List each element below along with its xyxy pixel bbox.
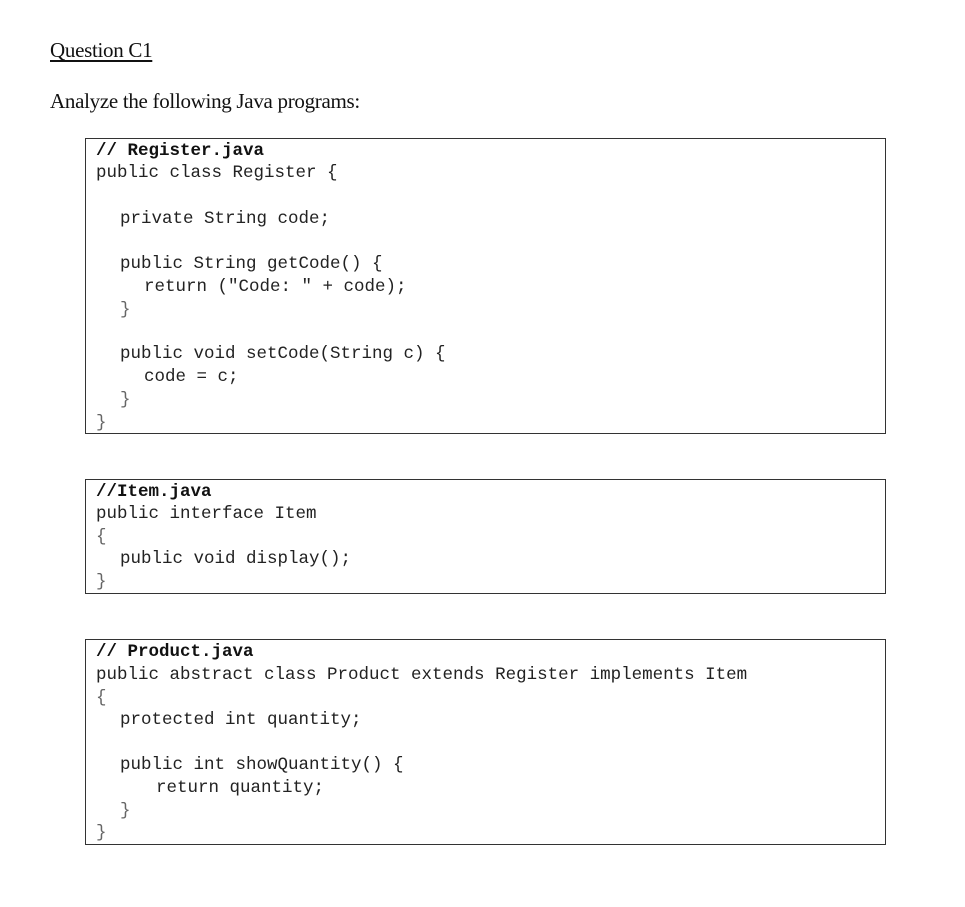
code-line: public abstract class Product extends Register implements Item [96,665,748,685]
code-line: public String getCode() { [120,254,383,274]
code-line: } [96,823,107,843]
code-line: public interface Item [96,504,317,524]
code-line: public class Register { [96,163,338,183]
question-heading: Question C1 [50,38,153,62]
code-line: } [120,390,131,410]
code-line: return quantity; [156,778,325,798]
code-box-product [85,639,886,845]
code-line-filename: // Register.java [96,141,265,161]
code-line: } [96,413,107,433]
question-intro: Analyze the following Java programs: [50,89,360,113]
code-line: { [96,527,107,547]
code-line: public int showQuantity() { [120,755,404,775]
code-box-register [85,138,886,434]
code-line: code = c; [144,367,239,387]
code-line: public void display(); [120,549,352,569]
code-line-filename: //Item.java [96,482,212,502]
code-line: } [120,801,131,821]
code-line: return ("Code: " + code); [144,277,407,297]
code-line: { [96,688,107,708]
code-line: protected int quantity; [120,710,362,730]
code-line: } [96,572,107,592]
code-line: private String code; [120,209,331,229]
code-line: public void setCode(String c) { [120,344,446,364]
code-line-filename: // Product.java [96,642,254,662]
code-box-item [85,479,886,594]
code-line: } [120,300,131,320]
